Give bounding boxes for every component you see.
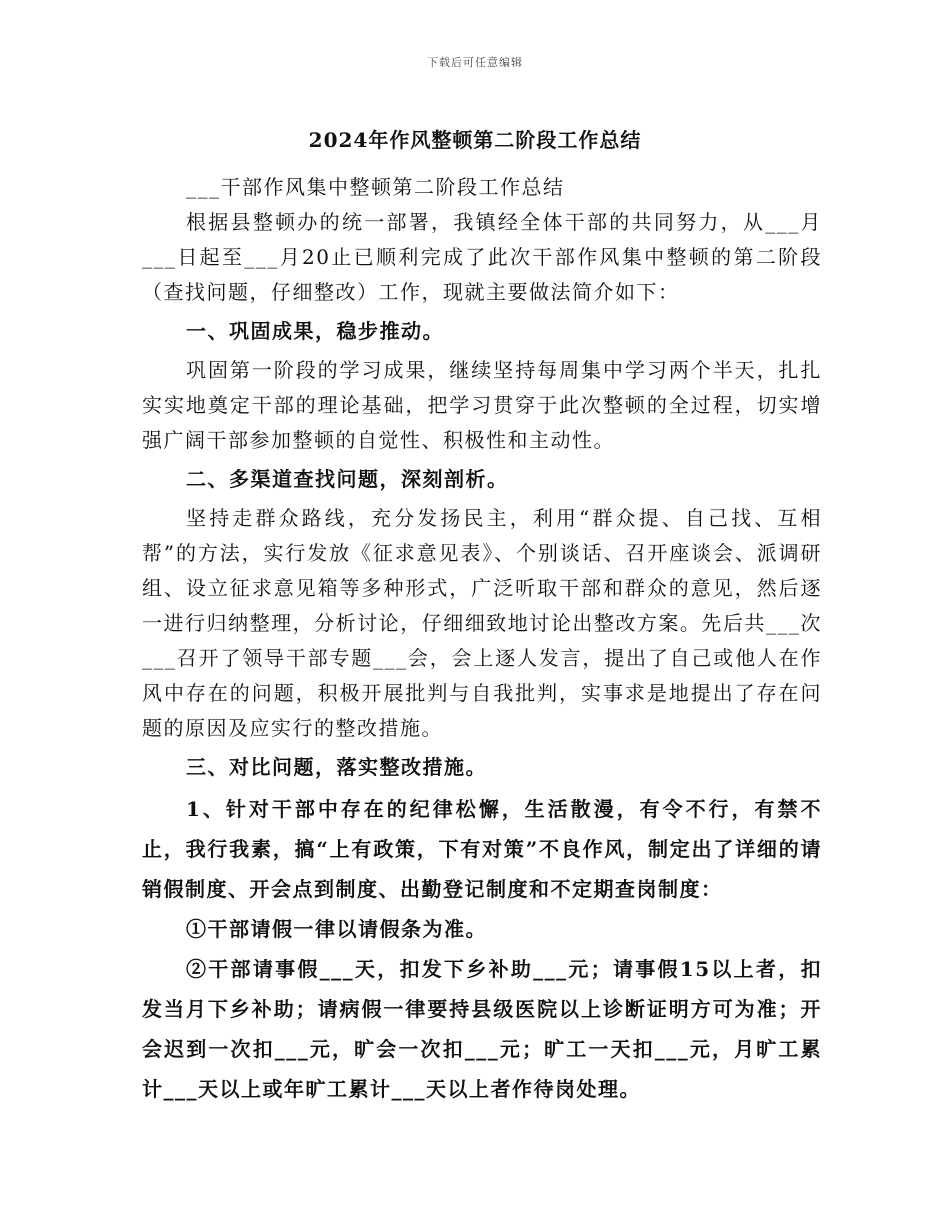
measure-1-paragraph: 1、针对干部中存在的纪律松懈，生活散漫，有令不行，有禁不止，我行我素，搞“上有政策，下有对策”不良作风，制定出了详细的请销假制度、开会点到制度、出勤登记制度和不定期查岗制度： [142,797,822,901]
section-heading-1: 一、巩固成果，稳步推动。 [186,319,444,343]
header-note: 下载后可任意编辑 [427,56,523,69]
rule-1-paragraph: ①干部请假一律以请假条为准。 [186,917,487,941]
rule-2-paragraph: ②干部请事假___天，扣发下乡补助___元；请事假15以上者，扣发当月下乡补助；请病假一律要持县级医院以上诊断证明方可为准；开会迟到一次扣___元，旷会一次扣___元；旷工一天扣___元，月旷工累计___天以上或年旷工累计___天以上者作待岗处理。 [142,957,822,1101]
intro-paragraph: 根据县整顿办的统一部署，我镇经全体干部的共同努力，从___月___日起至___月20止已顺利完成了此次干部作风集中整顿的第二阶段（查找问题，仔细整改）工作，现就主要做法简介如下： [142,210,822,304]
document-title: 2024年作风整顿第二阶段工作总结 [308,128,642,152]
subtitle-paragraph: ___干部作风集中整顿第二阶段工作总结 [186,175,565,199]
section-2-paragraph: 坚持走群众路线，充分发扬民主，利用“群众提、自己找、互相帮”的方法，实行发放《征求意见表》、个别谈话、召开座谈会、派调研组、设立征求意见箱等多种形式，广泛听取干部和群众的意见，然后逐一进行归纳整理，分析讨论，仔细细致地讨论出整改方案。先后共___次___召开了领导干部专题___会，会上逐人发言，提出了自己或他人在作风中存在的问题，积极开展批判与自我批判，实事求是地提出了存在问题的原因及应实行的整改措施。 [142,506,822,740]
document-body [142,170,822,1109]
section-1-paragraph: 巩固第一阶段的学习成果，继续坚持每周集中学习两个半天，扎扎实实地奠定干部的理论基础，把学习贯穿于此次整顿的全过程，切实增强广阔干部参加整顿的自觉性、积极性和主动性。 [142,358,822,452]
section-heading-3: 三、对比问题，落实整改措施。 [186,755,487,779]
section-heading-2: 二、多渠道查找问题，深刻剖析。 [186,467,509,491]
